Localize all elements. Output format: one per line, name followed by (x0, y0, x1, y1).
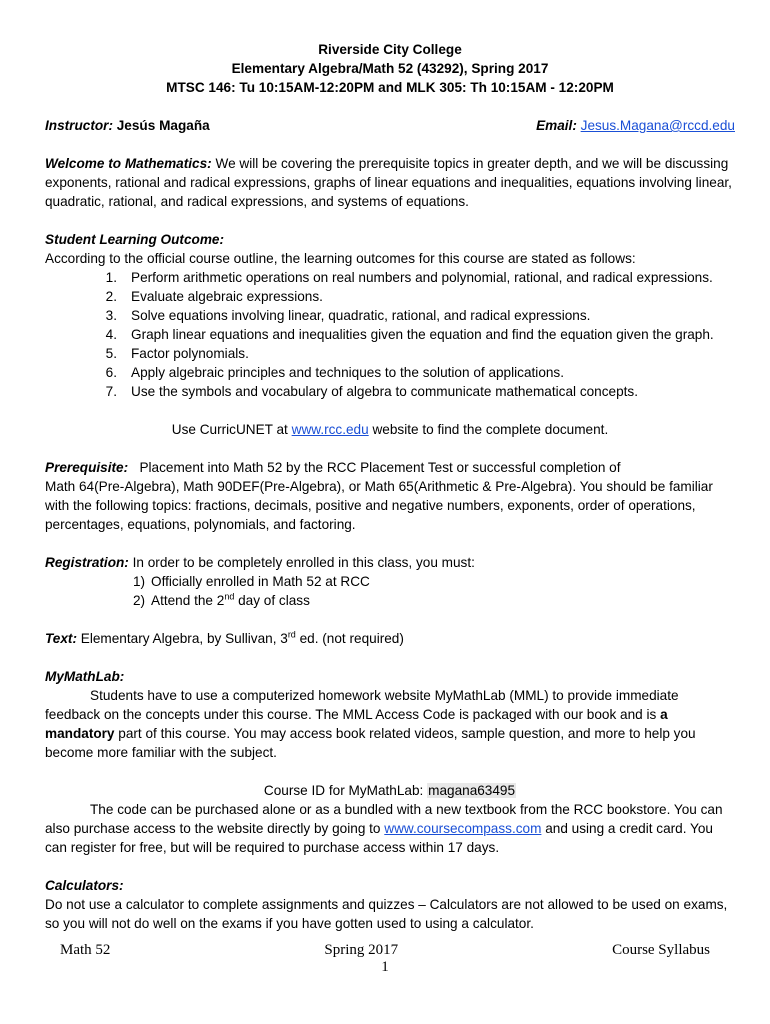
instructor-row (45, 116, 735, 135)
registration-label: Registration: (45, 555, 129, 570)
instructor-name: Jesús Magaña (116, 118, 210, 133)
coursecompass-link[interactable]: www.coursecompass.com (384, 821, 542, 836)
welcome-text: We will be covering the prerequisite topics in greater depth, and we will be discussing exponents, rational and radical expressions, graphs of linear equations and inequalities, equations involving linear, quadratic, rational, and radical expressions, and systems of equations. (45, 156, 732, 209)
mymathlab-heading: MyMathLab: (45, 669, 125, 684)
welcome-paragraph (45, 154, 735, 211)
slo-list (45, 268, 735, 401)
syllabus-page (45, 40, 735, 933)
course-title: Elementary Algebra/Math 52 (43292), Spring 2017 (231, 61, 549, 76)
mymathlab-paragraph: Students have to use a computerized homework website MyMathLab (MML) to provide immediate feedback on the concepts under this course. The MML Access Code is packaged with our book and is a mandatory part of this course. You may access book related videos, sample question, and more to help you become more familiar with the subject. (45, 688, 696, 760)
calculators-heading: Calculators: (45, 878, 124, 893)
slo-heading: Student Learning Outcome: (45, 232, 224, 247)
text-paragraph: Text: Elementary Algebra, by Sullivan, 3rd ed. (not required) (45, 629, 404, 646)
curricunet-line: Use CurricUNET at www.rcc.edu website to find the complete document. (171, 422, 609, 437)
list-item: 6. Apply algebraic principles and techniques to the solution of applications. (105, 365, 565, 380)
list-item: 4. Graph linear equations and inequalities given the equation and find the equation given the graph. (105, 327, 714, 342)
list-item: 2) Attend the 2nd day of class (133, 591, 310, 608)
page-number: 1 (381, 959, 389, 975)
list-item: 1) Officially enrolled in Math 52 at RCC (133, 574, 370, 589)
page-footer (60, 942, 710, 976)
course-id-value: magana63495 (428, 783, 516, 798)
email-link[interactable]: Jesus.Magana@rccd.edu (580, 118, 735, 133)
instructor-label: Instructor: (45, 118, 113, 133)
purchase-paragraph: The code can be purchased alone or as a bundled with a new textbook from the RCC bookstore. You can also purchase access to the website directly by going to www.coursecompass.com and using a credit card. You can register for free, but will be required to purchase access within 17 days. (45, 802, 723, 855)
calculators-paragraph: Do not use a calculator to complete assignments and quizzes – Calculators are not allowed to be used on exams, so you will not do well on the exams if you have gotten used to using a calculator. (45, 897, 728, 931)
prerequisite-label: Prerequisite: (45, 460, 129, 475)
rcc-link[interactable]: www.rcc.edu (291, 422, 369, 437)
email-label: Email: (536, 118, 577, 133)
text-label: Text: (45, 631, 77, 646)
course-id-line: Course ID for MyMathLab: magana63495 (263, 783, 516, 798)
registration-list (45, 572, 735, 610)
college-name: Riverside City College (318, 42, 462, 57)
list-item: 5. Factor polynomials. (105, 346, 249, 361)
registration-paragraph: Registration: In order to be completely enrolled in this class, you must: (45, 555, 475, 570)
slo-intro: According to the official course outline, the learning outcomes for this course are stated as follows: (45, 251, 636, 266)
footer-doc: Course Syllabus (612, 942, 710, 958)
footer-course: Math 52 (60, 942, 111, 958)
list-item: 2. Evaluate algebraic expressions. (105, 289, 323, 304)
list-item: 3. Solve equations involving linear, quadratic, rational, and radical expressions. (105, 308, 591, 323)
list-item: 7. Use the symbols and vocabulary of algebra to communicate mathematical concepts. (105, 384, 638, 399)
welcome-label: Welcome to Mathematics: (45, 156, 212, 171)
footer-term: Spring 2017 (324, 942, 399, 958)
list-item: 1. Perform arithmetic operations on real numbers and polynomial, rational, and radical expressions. (105, 270, 713, 285)
class-schedule: MTSC 146: Tu 10:15AM-12:20PM and MLK 305: Th 10:15AM - 12:20PM (166, 80, 614, 95)
prerequisite-paragraph: Prerequisite: Placement into Math 52 by the RCC Placement Test or successful completion of Math 64(Pre-Algebra), Math 90DEF(Pre-Algebra), or Math 65(Arithmetic & Pre-Algebra). You should be familiar with the following topics: fractions, decimals, positive and negative numbers, exponents, order of operations, percentages, equations, polynomials, and factoring. (45, 460, 713, 532)
